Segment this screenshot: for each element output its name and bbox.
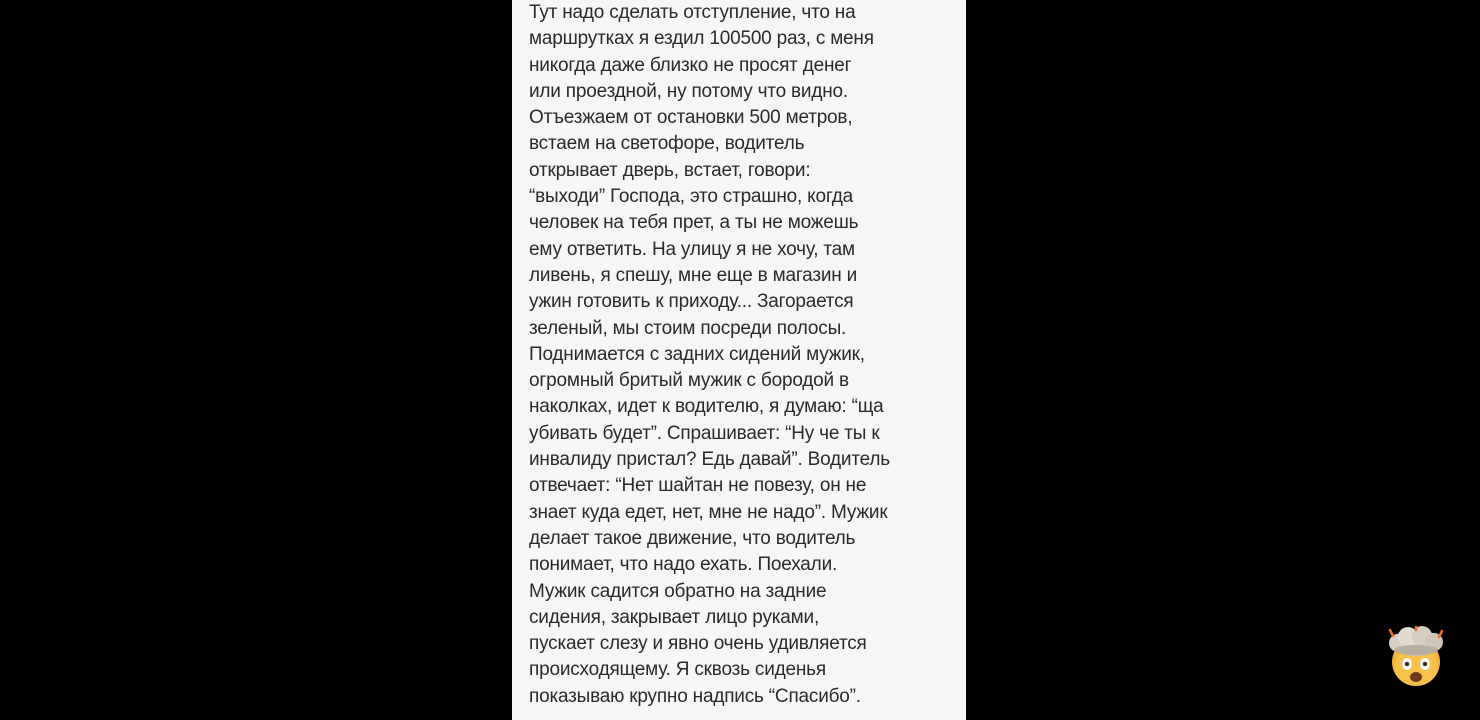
story-line: маршрутках я ездил 100500 раз, с меня <box>529 28 874 50</box>
story-line: никогда даже близко не просят денег <box>529 54 852 76</box>
story-line: ливень, я спешу, мне еще в магазин и <box>529 264 858 286</box>
story-line: происходящему. Я сквозь сиденья <box>529 659 826 681</box>
story-line: Тут надо сделать отступление, что на <box>529 2 856 23</box>
story-line: огромный бритый мужик с бородой в <box>529 370 849 392</box>
story-line: понимает, что надо ехать. Поехали. <box>529 554 838 576</box>
story-line: убивать будет”. Спрашивает: “Ну че ты к <box>529 422 880 444</box>
story-line: пускает слезу и явно очень удивляется <box>529 633 867 655</box>
story-line: Отъезжаем от остановки 500 метров, <box>529 107 853 129</box>
story-line: показываю крупно надпись “Спасибо”. <box>529 685 861 707</box>
exploding-head-emoji-icon[interactable] <box>1384 626 1448 690</box>
exploding-head-emoji-icon-graphic <box>1384 626 1448 690</box>
story-line: отвечает: “Нет шайтан не повезу, он не <box>529 475 867 497</box>
story-line: ему ответить. На улицу я не хочу, там <box>529 238 855 260</box>
story-line: или проездной, ну потому что видно. <box>529 80 848 102</box>
story-line: Поднимается с задних сидений мужик, <box>529 343 865 365</box>
story-line: делает такое движение, что водитель <box>529 527 856 549</box>
story-line: наколках, идет к водителю, я думаю: “ща <box>529 396 884 418</box>
story-line: встаем на светофоре, водитель <box>529 133 805 155</box>
story-line: инвалиду пристал? Едь давай”. Водитель <box>529 449 890 471</box>
story-card <box>512 0 966 720</box>
story-line: “выходи” Господа, это страшно, когда <box>529 186 853 208</box>
story-line: знает куда едет, нет, мне не надо”. Мужик <box>529 501 888 523</box>
story-line: ужин готовить к приходу... Загорается <box>529 291 854 313</box>
story-line: сидения, закрывает лицо руками, <box>529 606 820 628</box>
story-line: человек на тебя прет, а ты не можешь <box>529 212 859 234</box>
story-line: Мужик садится обратно на задние <box>529 580 827 602</box>
story-line: открывает дверь, встает, говори: <box>529 159 811 181</box>
story-line: зеленый, мы стоим посреди полосы. <box>529 317 847 339</box>
